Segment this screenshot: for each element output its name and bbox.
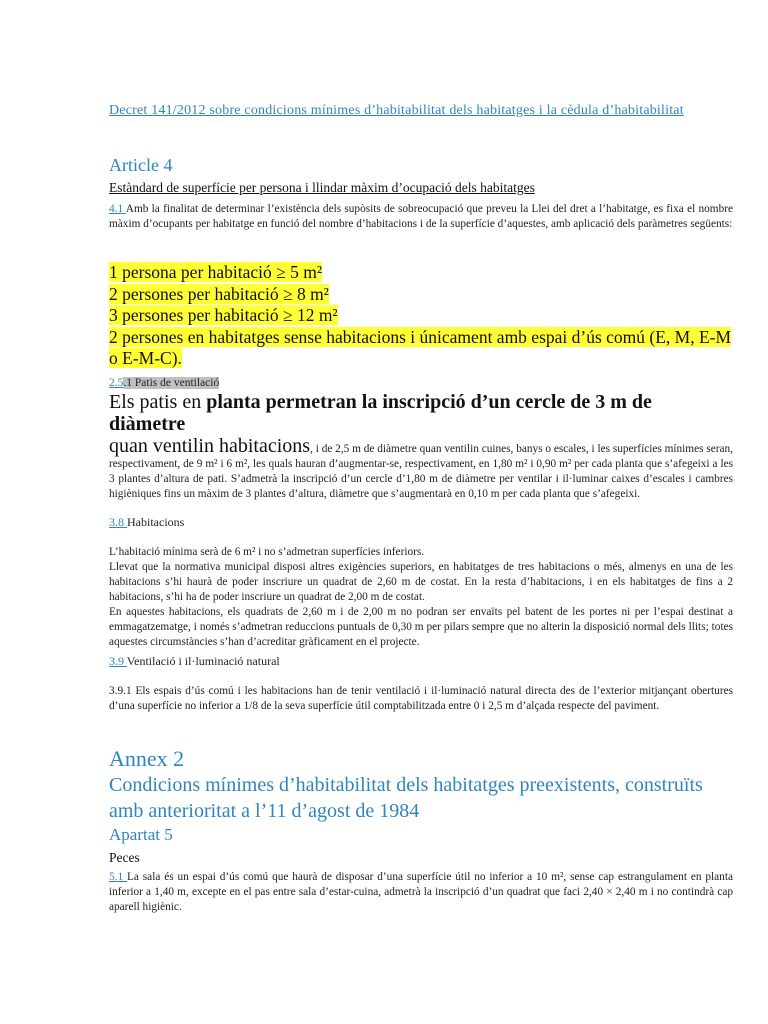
patis-quan-ventilin: quan ventilin habitacions (109, 435, 311, 457)
section-3-9-title: Ventilació i il·luminació natural (126, 654, 280, 668)
patis-intro: Els patis en (109, 391, 207, 413)
decree-title-link[interactable]: Decret 141/2012 sobre condicions mínimes d’habitabilitat dels habitatges i la cèdula d’habitabilitat (109, 103, 684, 118)
section-3-9-link[interactable]: 3.9 (109, 654, 127, 668)
section-2-5-link[interactable]: 2.5 (109, 377, 124, 389)
occupancy-highlight-list (109, 262, 733, 370)
section-3-9-heading (109, 654, 733, 669)
section-3-8-link[interactable]: 3.8 (109, 515, 127, 529)
section-2-5-body (109, 391, 733, 502)
section-2-5-heading (109, 377, 219, 389)
section-2-5-title: .1 Patis de ventilació (123, 377, 220, 389)
article-heading: Article 4 (109, 155, 173, 175)
apartat-heading: Apartat 5 (109, 825, 173, 844)
section-3-8-title: Habitacions (127, 515, 185, 529)
section-3-8-body (109, 545, 733, 650)
peces-heading: Peces (109, 850, 140, 865)
annex-title: Condicions mínimes d’habitabilitat dels habitatges preexistents, construïts amb anterioritat a l’11 d’agost de 1984 (109, 774, 703, 822)
section-5-1-link[interactable]: 5.1 (109, 871, 127, 883)
section-4-1 (109, 202, 733, 232)
section-5-1-text: La sala és un espai d’ús comú que haurà de disposar d’una superfície útil no inferior a 10 m², sense cap estrangulament en planta inferior a 1,40 m, excepte en el pas entre sala d’estar-cuina, admetrà la inscripció d’un quadrat que faci 2,40 × 2,40 m i no contindrà cap aparell higiènic. (109, 871, 733, 913)
section-3-8-p2: Llevat que la normativa municipal disposi altres exigències superiors, en habitatges de tres habitacions o més, almenys en una de les habitacions s’hi haurà de poder inscriure un quadrat de 2,60 m de costat. En la resta d’habitacions, i en els habitatges de fins a 2 habitacions, s’hi ha de poder inscriure un quadrat de 2,00 m de costat. (109, 561, 733, 603)
article-subtitle: Estàndard de superfície per persona i llindar màxim d’ocupació dels habitatges (109, 180, 535, 195)
highlight-line-4: 2 persones en habitatges sense habitacions i únicament amb espai d’ús comú (E, M, E-M o E-M-C). (109, 326, 732, 368)
section-4-1-text: Amb la finalitat de determinar l’existència dels supòsits de sobreocupació que preveu la Llei del dret a l’habitatge, es fixa el nombre màxim d’ocupants per habitatge en funció del nombre d’habitacions i de la superfície d’aquestes, amb aplicació dels paràmetres següents: (109, 203, 733, 230)
section-3-8-p3: En aquestes habitacions, els quadrats de 2,60 m i de 2,00 m no podran ser envaïts pel batent de les portes ni per l’espai destinat a emmagatzematge, i només s’admetran reduccions puntuals de 0,30 m per pilars sempre que no alterin la disposició normal dels llits; totes aquestes circumstàncies s’han d’acreditar gràficament en el projecte. (109, 606, 733, 648)
section-3-8-heading (109, 515, 733, 530)
section-5-1 (109, 870, 733, 915)
highlight-line-3: 3 persones per habitació ≥ 12 m² (109, 305, 338, 325)
annex-heading: Annex 2 (109, 746, 185, 771)
section-2-5-text: , i de 2,5 m de diàmetre quan ventilin cuines, banys o escales, i les superfícies mínimes seran, respectivament, de 9 m² i 6 m², les quals hauran d’augmentar-se, respectivament, en 1,80 m² i 0,90 m² per cada planta que s’afegeixi a les 3 plantes d’altura de pati. S’admetrà la inscripció d’un cercle d’1,80 m de diàmetre per ventilar i il·luminar caixes d’escales i cambres higièniques fins un màxim de 3 plantes d’altura, diàmetre que s’augmentarà en 0,10 m per cada planta que s’afegeixi. (109, 443, 733, 500)
section-4-1-link[interactable]: 4.1 (109, 203, 126, 215)
section-3-8-p1: L’habitació mínima serà de 6 m² i no s’admetran superfícies inferiors. (109, 546, 425, 558)
section-3-9-text: 3.9.1 Els espais d’ús comú i les habitacions han de tenir ventilació i il·luminació natural directa des de l’exterior mitjançant obertures d’una superfície no inferior a 1/8 de la seva superfície útil comptabilitzada entre 0 i 2,5 m d’alçada respecte del paviment. (109, 685, 733, 712)
patis-bold: planta permetran la inscripció d’un cercle de 3 m de diàmetre (109, 391, 652, 435)
highlight-line-1: 1 persona per habitació ≥ 5 m² (109, 262, 323, 282)
highlight-line-2: 2 persones per habitació ≥ 8 m² (109, 283, 329, 304)
